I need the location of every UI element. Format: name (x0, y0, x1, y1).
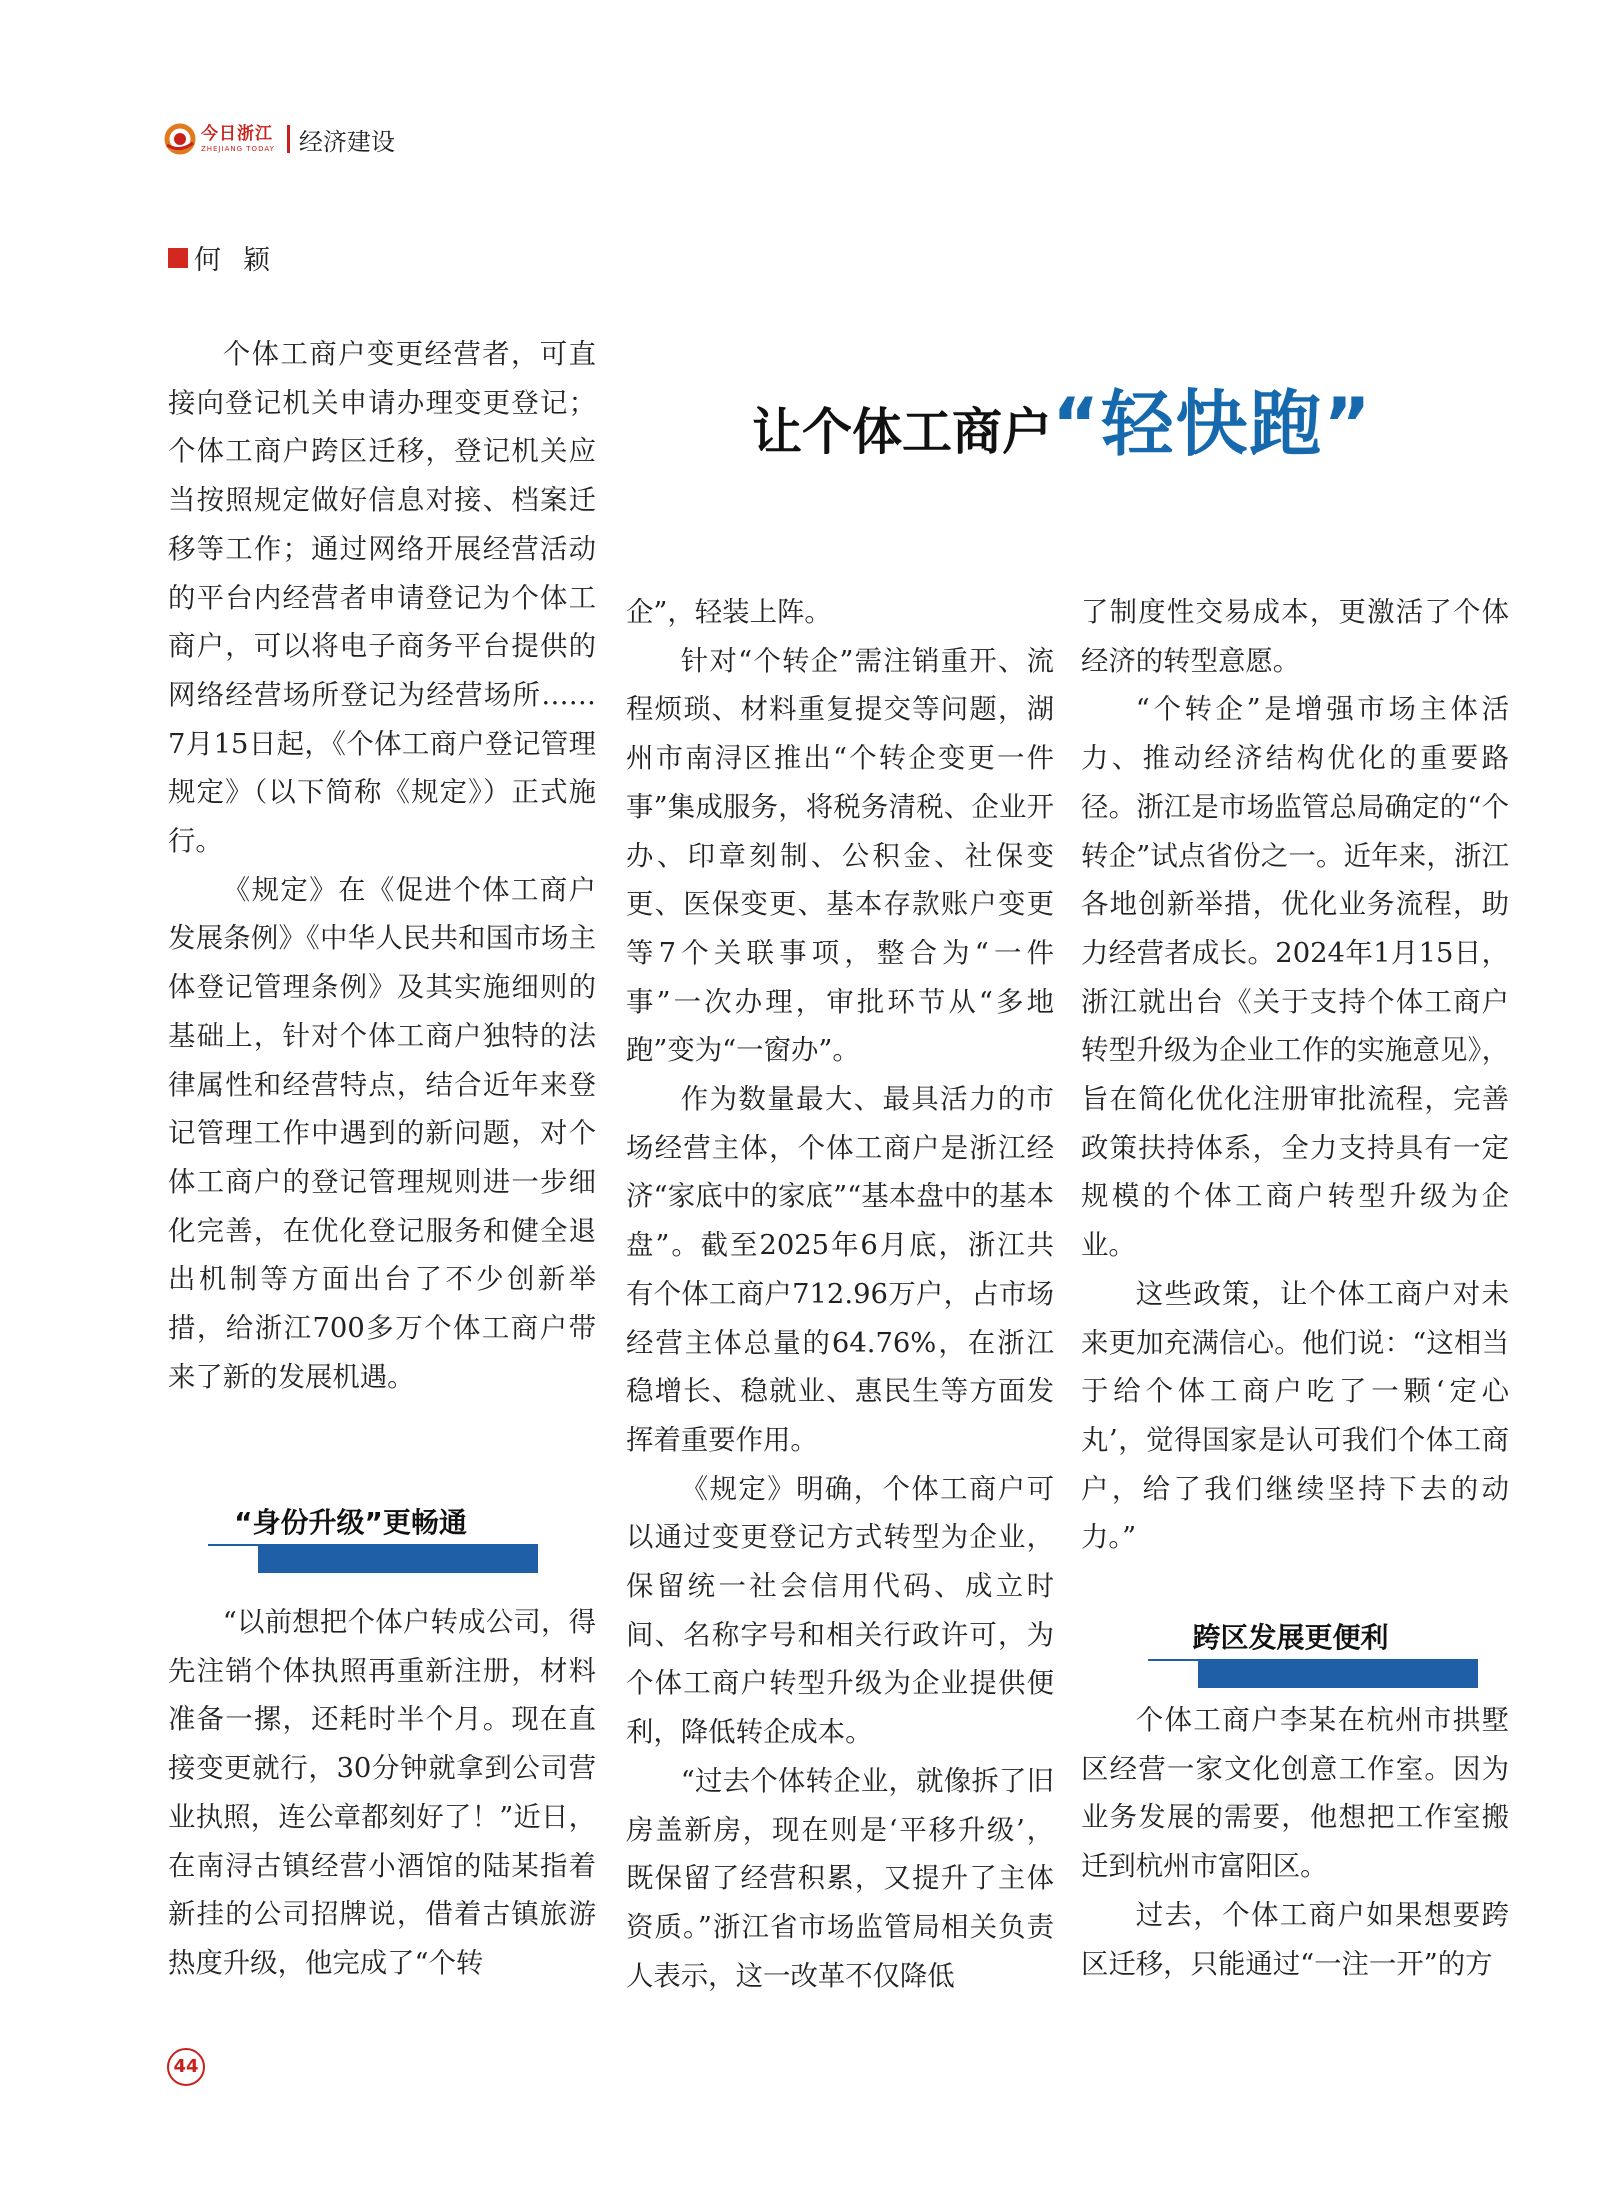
paragraph: 个体工商户李某在杭州市拱墅区经营一家文化创意工作室。因为业务发展的需要，他想把工作室搬迁到杭州市富阳区。 (1081, 1705, 1509, 1883)
article-title (752, 366, 1392, 466)
column-3-bottom (1081, 1697, 1509, 1989)
column-3-top (1081, 589, 1509, 1563)
author-marker-icon (168, 248, 188, 268)
paragraph: 过去，个体工商户如果想要跨区迁移，只能通过“一注一开”的方 (1081, 1899, 1509, 1980)
paragraph: 《规定》明确，个体工商户可以通过变更登记方式转型为企业，保留统一社会信用代码、成立时间、名称字号和相关行政许可，为个体工商户转型升级为企业提供便利，降低转企成本。 (626, 1473, 1054, 1749)
paragraph: “过去个体转企业，就像拆了旧房盖新房，现在则是‘平移升级’，既保留了经营积累，又提升了主体资质。”浙江省市场监管局相关负责人表示，这一改革不仅降低 (626, 1765, 1054, 1992)
section-name: 经济建设 (298, 127, 395, 156)
paragraph: “个转企”是增强市场主体活力、推动经济结构优化的重要路径。浙江是市场监管总局确定的“个转企”试点省份之一。近年来，浙江各地创新举措，优化业务流程，助力经营者成长。2024年1月15日，浙江就出台《关于支持个体工商户转型升级为企业工作的实施意见》，旨在简化优化注册审批流程，完善政策扶持体系，全力支持具有一定规模的个体工商户转型升级为企业。 (1081, 694, 1509, 1262)
paragraph: “以前想把个体户转成公司，得先注销个体执照再重新注册，材料准备一摞，还耗时半个月。现在直接变更就行，30分钟就拿到公司营业执照，连公章都刻好了！”近日，在南浔古镇经营小酒馆的陆某指着新挂的公司招牌说，借着古镇旅游热度升级，他完成了“个转 (168, 1607, 596, 1979)
magazine-header (164, 122, 395, 156)
magazine-logo-icon (164, 123, 196, 155)
subheading-bar (1198, 1659, 1478, 1688)
subheading-label: 跨区发展更便利 (1192, 1621, 1389, 1654)
paragraph: 个体工商户变更经营者，可直接向登记机关申请办理变更登记；个体工商户跨区迁移，登记机关应当按照规定做好信息对接、档案迁移等工作；通过网络开展经营活动的平台内经营者申请登记为个体工商户，可以将电子商务平台提供的网络经营场所登记为经营场所……7月15日起，《个体工商户登记管理规定》（以下简称《规定》）正式施行。 (168, 339, 596, 858)
subheading-cross-region (1148, 1618, 1478, 1688)
title-accent: “轻快跑” (1052, 382, 1373, 466)
header-divider (287, 125, 290, 153)
page-number: 44 (167, 2048, 205, 2086)
subheading-label: “身份升级”更畅通 (234, 1506, 467, 1539)
paragraph-continued: 企”，轻装上阵。 (626, 597, 832, 628)
author-name: 何颖 (194, 245, 292, 276)
title-main: 让个体工商户 (752, 402, 1052, 461)
paragraph: 《规定》在《促进个体工商户发展条例》《中华人民共和国市场主体登记管理条例》及其实施细则的基础上，针对个体工商户独特的法律属性和经营特点，结合近年来登记管理工作中遇到的新问题，对个体工商户的登记管理规则进一步细化完善，在优化登记服务和健全退出机制等方面出台了不少创新举措，给浙江700多万个体工商户带来了新的发展机遇。 (168, 874, 596, 1393)
column-1-bottom (168, 1599, 596, 1989)
subheading-underline (1148, 1659, 1430, 1661)
paragraph: 针对“个转企”需注销重开、流程烦琐、材料重复提交等问题，湖州市南浔区推出“个转企变更一件事”集成服务，将税务清税、企业开办、印章刻制、公积金、社保变更、医保变更、基本存款账户变更等7个关联事项，整合为“一件事”一次办理，审批环节从“多地跑”变为“一窗办”。 (626, 645, 1054, 1067)
column-2 (626, 589, 1054, 2001)
paragraph-continued: 了制度性交易成本，更激活了个体经济的转型意愿。 (1081, 597, 1509, 677)
magazine-logo-text: 今日浙江 (201, 123, 273, 144)
magazine-logo-en: ZHEJIANG TODAY (201, 144, 275, 153)
author-byline (168, 238, 292, 277)
paragraph: 作为数量最大、最具活力的市场经营主体，个体工商户是浙江经济“家底中的家底”“基本盘中的基本盘”。截至2025年6月底，浙江共有个体工商户712.96万户，占市场经营主体总量的64.76%，在浙江稳增长、稳就业、惠民生等方面发挥着重要作用。 (626, 1084, 1054, 1456)
subheading-underline (208, 1544, 490, 1546)
column-1-top (168, 331, 596, 1402)
paragraph: 这些政策，让个体工商户对未来更加充满信心。他们说：“这相当于给个体工商户吃了一颗‘定心丸’，觉得国家是认可我们个体工商户，给了我们继续坚持下去的动力。” (1081, 1278, 1509, 1554)
subheading-bar (258, 1544, 538, 1573)
magazine-logo (201, 123, 275, 153)
subheading-identity-upgrade (208, 1503, 538, 1573)
